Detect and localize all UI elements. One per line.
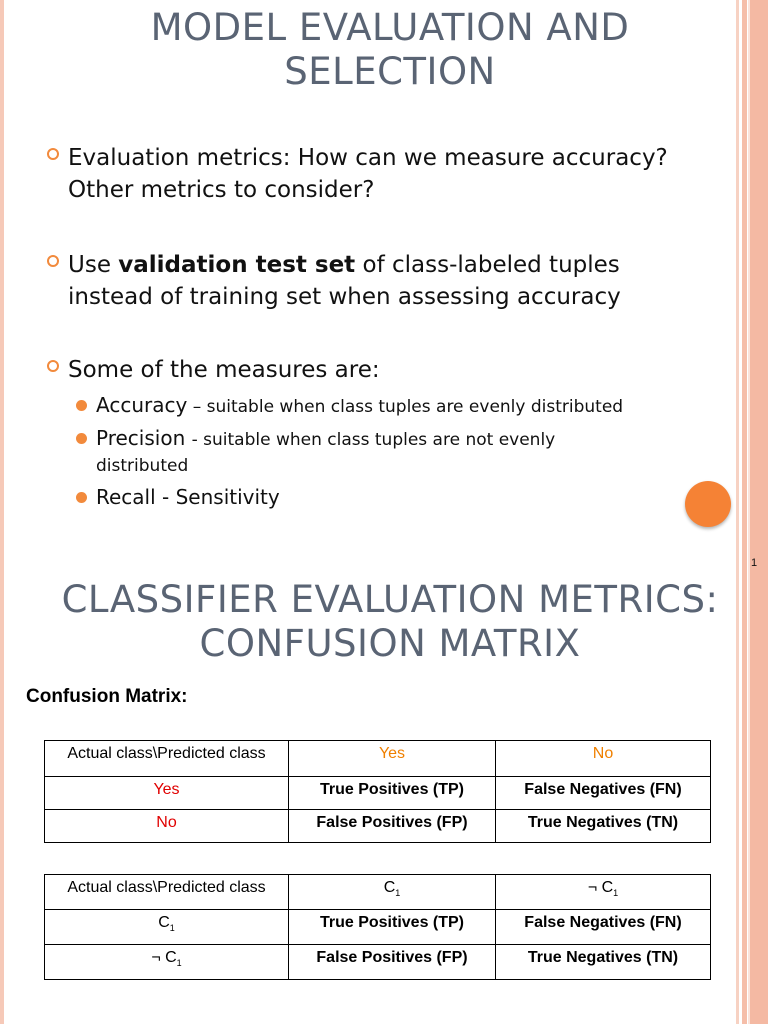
bullet-dot-icon: [76, 433, 87, 444]
table-cell: [45, 910, 289, 945]
slide1-title-line2: SELECTION: [284, 49, 496, 93]
table-cell: [45, 945, 289, 980]
sub-bullet-accuracy: [74, 392, 724, 420]
slide2-title: [20, 578, 760, 665]
table-cell: Actual class\Predicted class: [45, 875, 289, 910]
sub-bullet-term: Recall - Sensitivity: [96, 485, 280, 509]
sub-bullet-detail: distributed: [96, 456, 189, 476]
bullet-text: Some of the measures are:: [68, 357, 380, 383]
table-cell: True Positives (TP): [289, 910, 496, 945]
class-subscript: 1: [176, 958, 182, 969]
bullet-dot-icon: [76, 492, 87, 503]
table-cell: Yes: [289, 741, 496, 777]
table-cell: False Negatives (FN): [496, 777, 711, 810]
class-symbol: ¬ C: [587, 879, 614, 896]
table-cell: False Positives (FP): [289, 810, 496, 843]
sub-bullet-precision: [74, 425, 724, 479]
table-header-row: [45, 875, 711, 910]
slide1-title-line1: MODEL EVALUATION AND: [150, 6, 630, 49]
table-cell: [289, 875, 496, 910]
sub-bullet-detail: - suitable when class tuples are not evenly: [191, 430, 556, 450]
table-cell: True Positives (TP): [289, 777, 496, 810]
bullet-text: of class-labeled tuples: [355, 252, 620, 278]
confusion-matrix-label: Confusion Matrix:: [26, 686, 188, 707]
table-cell: True Negatives (TN): [496, 945, 711, 980]
table-row: [45, 810, 711, 843]
left-border-stripe: [0, 0, 4, 1024]
class-symbol: ¬ C: [151, 949, 177, 966]
slide2-title-line1: CLASSIFIER EVALUATION METRICS:: [61, 578, 719, 621]
bullet-ring-icon: [47, 148, 59, 160]
right-decor-stripe: [750, 0, 768, 1024]
table-cell: True Negatives (TN): [496, 810, 711, 843]
bullet-measures: [44, 354, 724, 386]
class-symbol: C: [383, 879, 396, 896]
bullet-dot-icon: [76, 400, 87, 411]
table-cell: No: [496, 741, 711, 777]
bullet-ring-icon: [47, 360, 59, 372]
bullet-bold-text: validation test set: [118, 252, 356, 278]
bullet-text: Evaluation metrics: How can we measure accuracy?: [68, 145, 668, 171]
page-number: 1: [751, 557, 758, 569]
sub-bullet-term: Precision: [96, 426, 192, 450]
table-cell: Yes: [45, 777, 289, 810]
bullet-ring-icon: [47, 255, 59, 267]
table-row: [45, 777, 711, 810]
table-cell: Actual class\Predicted class: [45, 741, 289, 777]
table-cell: [496, 875, 711, 910]
bullet-text: Use: [68, 252, 119, 278]
table-cell: False Negatives (FN): [496, 910, 711, 945]
table-row: [45, 910, 711, 945]
right-decor-stripe: [742, 0, 747, 1024]
slide2-title-line2: CONFUSION MATRIX: [199, 621, 581, 665]
class-symbol: C: [158, 914, 170, 931]
class-subscript: 1: [395, 888, 401, 899]
slide1-title: [20, 6, 760, 93]
confusion-matrix-table-yes-no: [44, 740, 711, 843]
table-cell: False Positives (FP): [289, 945, 496, 980]
table-row: [45, 945, 711, 980]
bullet-validation-set: [44, 249, 724, 313]
class-subscript: 1: [613, 888, 619, 899]
table-header-row: [45, 741, 711, 777]
table-cell: No: [45, 810, 289, 843]
confusion-matrix-table-c1: [44, 874, 711, 980]
class-subscript: 1: [169, 923, 175, 934]
bullet-text: Other metrics to consider?: [68, 177, 375, 203]
sub-bullet-recall: [74, 484, 724, 512]
sub-bullet-term: Accuracy: [96, 393, 188, 417]
orange-circle-icon: [685, 481, 731, 527]
right-decor-stripe: [736, 0, 739, 1024]
sub-bullet-detail: – suitable when class tuples are evenly distributed: [187, 397, 624, 417]
bullet-text: instead of training set when assessing accuracy: [68, 284, 621, 310]
bullet-evaluation-metrics: [44, 142, 724, 206]
